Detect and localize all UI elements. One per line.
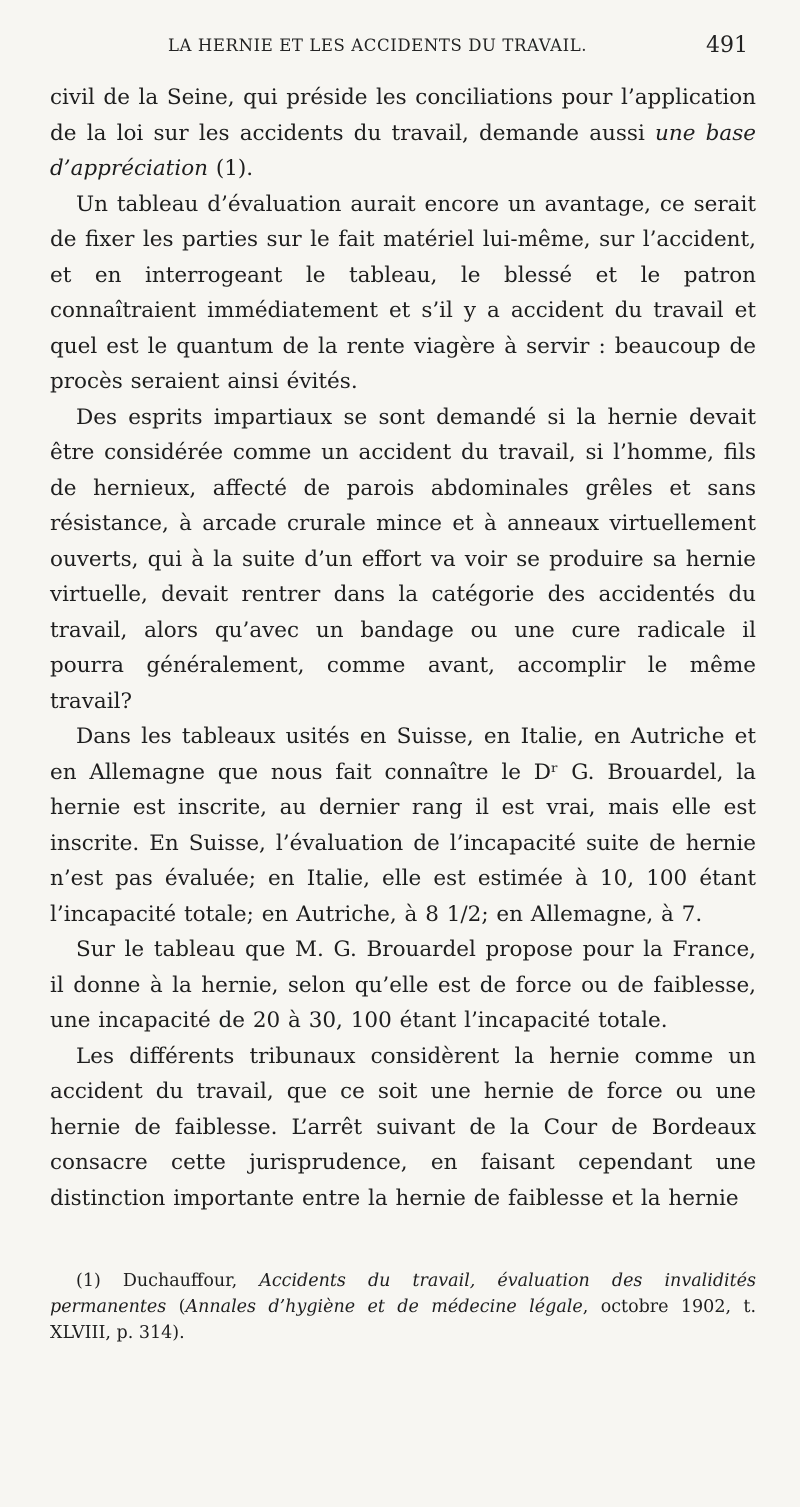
paragraph-5: Sur le tableau que M. G. Brouardel propose pour la France, il donne à la hernie, selon qu’elle est de force ou de faiblesse, une incapacité de 20 à 30, 100 étant l’incapacité totale. <box>50 937 756 1033</box>
footnote-rest: , octobre 1902, t. XLVIII, p. 314). <box>50 1297 757 1343</box>
page-header <box>0 33 800 68</box>
footnote-reference: (1). <box>208 156 254 181</box>
footnote-title: Accidents du travail, évaluation des invalidités permanentes <box>50 1271 756 1317</box>
footnote-paren: ( <box>166 1297 186 1317</box>
paragraph-1 <box>50 80 756 187</box>
paragraph-3: Des esprits impartiaux se sont demandé si la hernie devait être considérée comme un accident du travail, si l’homme, fils de hernieux, affecté de parois abdominales grêles et sans résistance, à arcade crurale mince et à anneaux virtuellement ouverts, qui à la suite d’un effort va voir se produire sa hernie virtuelle, devait rentrer dans la catégorie des accidentés du travail, alors qu’avec un bandage ou une cure radicale il pourra généralement, comme avant, accomplir le même travail? <box>50 404 756 714</box>
page-number: 491 <box>706 33 748 58</box>
footnote-1 <box>50 1268 756 1346</box>
paragraph-4: Dans les tableaux usités en Suisse, en Italie, en Autriche et en Allemagne que nous fait connaître le Dʳ G. Brouardel, la hernie est inscrite, au dernier rang il est vrai, mais elle est inscrite. En Suisse, l’évaluation de l’incapacité suite de hernie n’est pas évaluée; en Italie, elle est estimée à 10, 100 étant l’incapacité totale; en Autriche, à 8 1/2; en Allemagne, à 7. <box>50 724 756 927</box>
running-title: LA HERNIE ET LES ACCIDENTS DU TRAVAIL. <box>168 36 588 55</box>
paragraph-2: Un tableau d’évaluation aurait encore un avantage, ce serait de fixer les parties sur le fait matériel lui-même, sur l’accident, et en interrogeant le tableau, le blessé et le patron connaîtraient immédiatement et s’il y a accident du travail et quel est le quantum de la rente viagère à servir : beaucoup de procès seraient ainsi évités. <box>50 191 756 394</box>
footnote-section <box>50 1268 756 1346</box>
footnote-marker: (1) <box>76 1271 123 1291</box>
paragraph-1-italic: une base d’appréciation <box>50 120 757 181</box>
footnote-journal: Annales d’hygiène et de médecine légale <box>185 1297 583 1317</box>
paragraph-6: Les différents tribunaux considèrent la hernie comme un accident du travail, que ce soit une hernie de force ou une hernie de faiblesse. L’arrêt suivant de la Cour de Bordeaux consacre cette jurisprudence, en faisant cependant une distinction importante entre la hernie de faiblesse et la hernie <box>50 1043 756 1211</box>
paragraph-1-text: civil de la Seine, qui préside les conciliations pour l’application de la loi sur les accidents du travail, demande aussi <box>50 85 756 146</box>
body-text <box>50 80 756 1216</box>
footnote-author: Duchauffour, <box>122 1271 260 1291</box>
